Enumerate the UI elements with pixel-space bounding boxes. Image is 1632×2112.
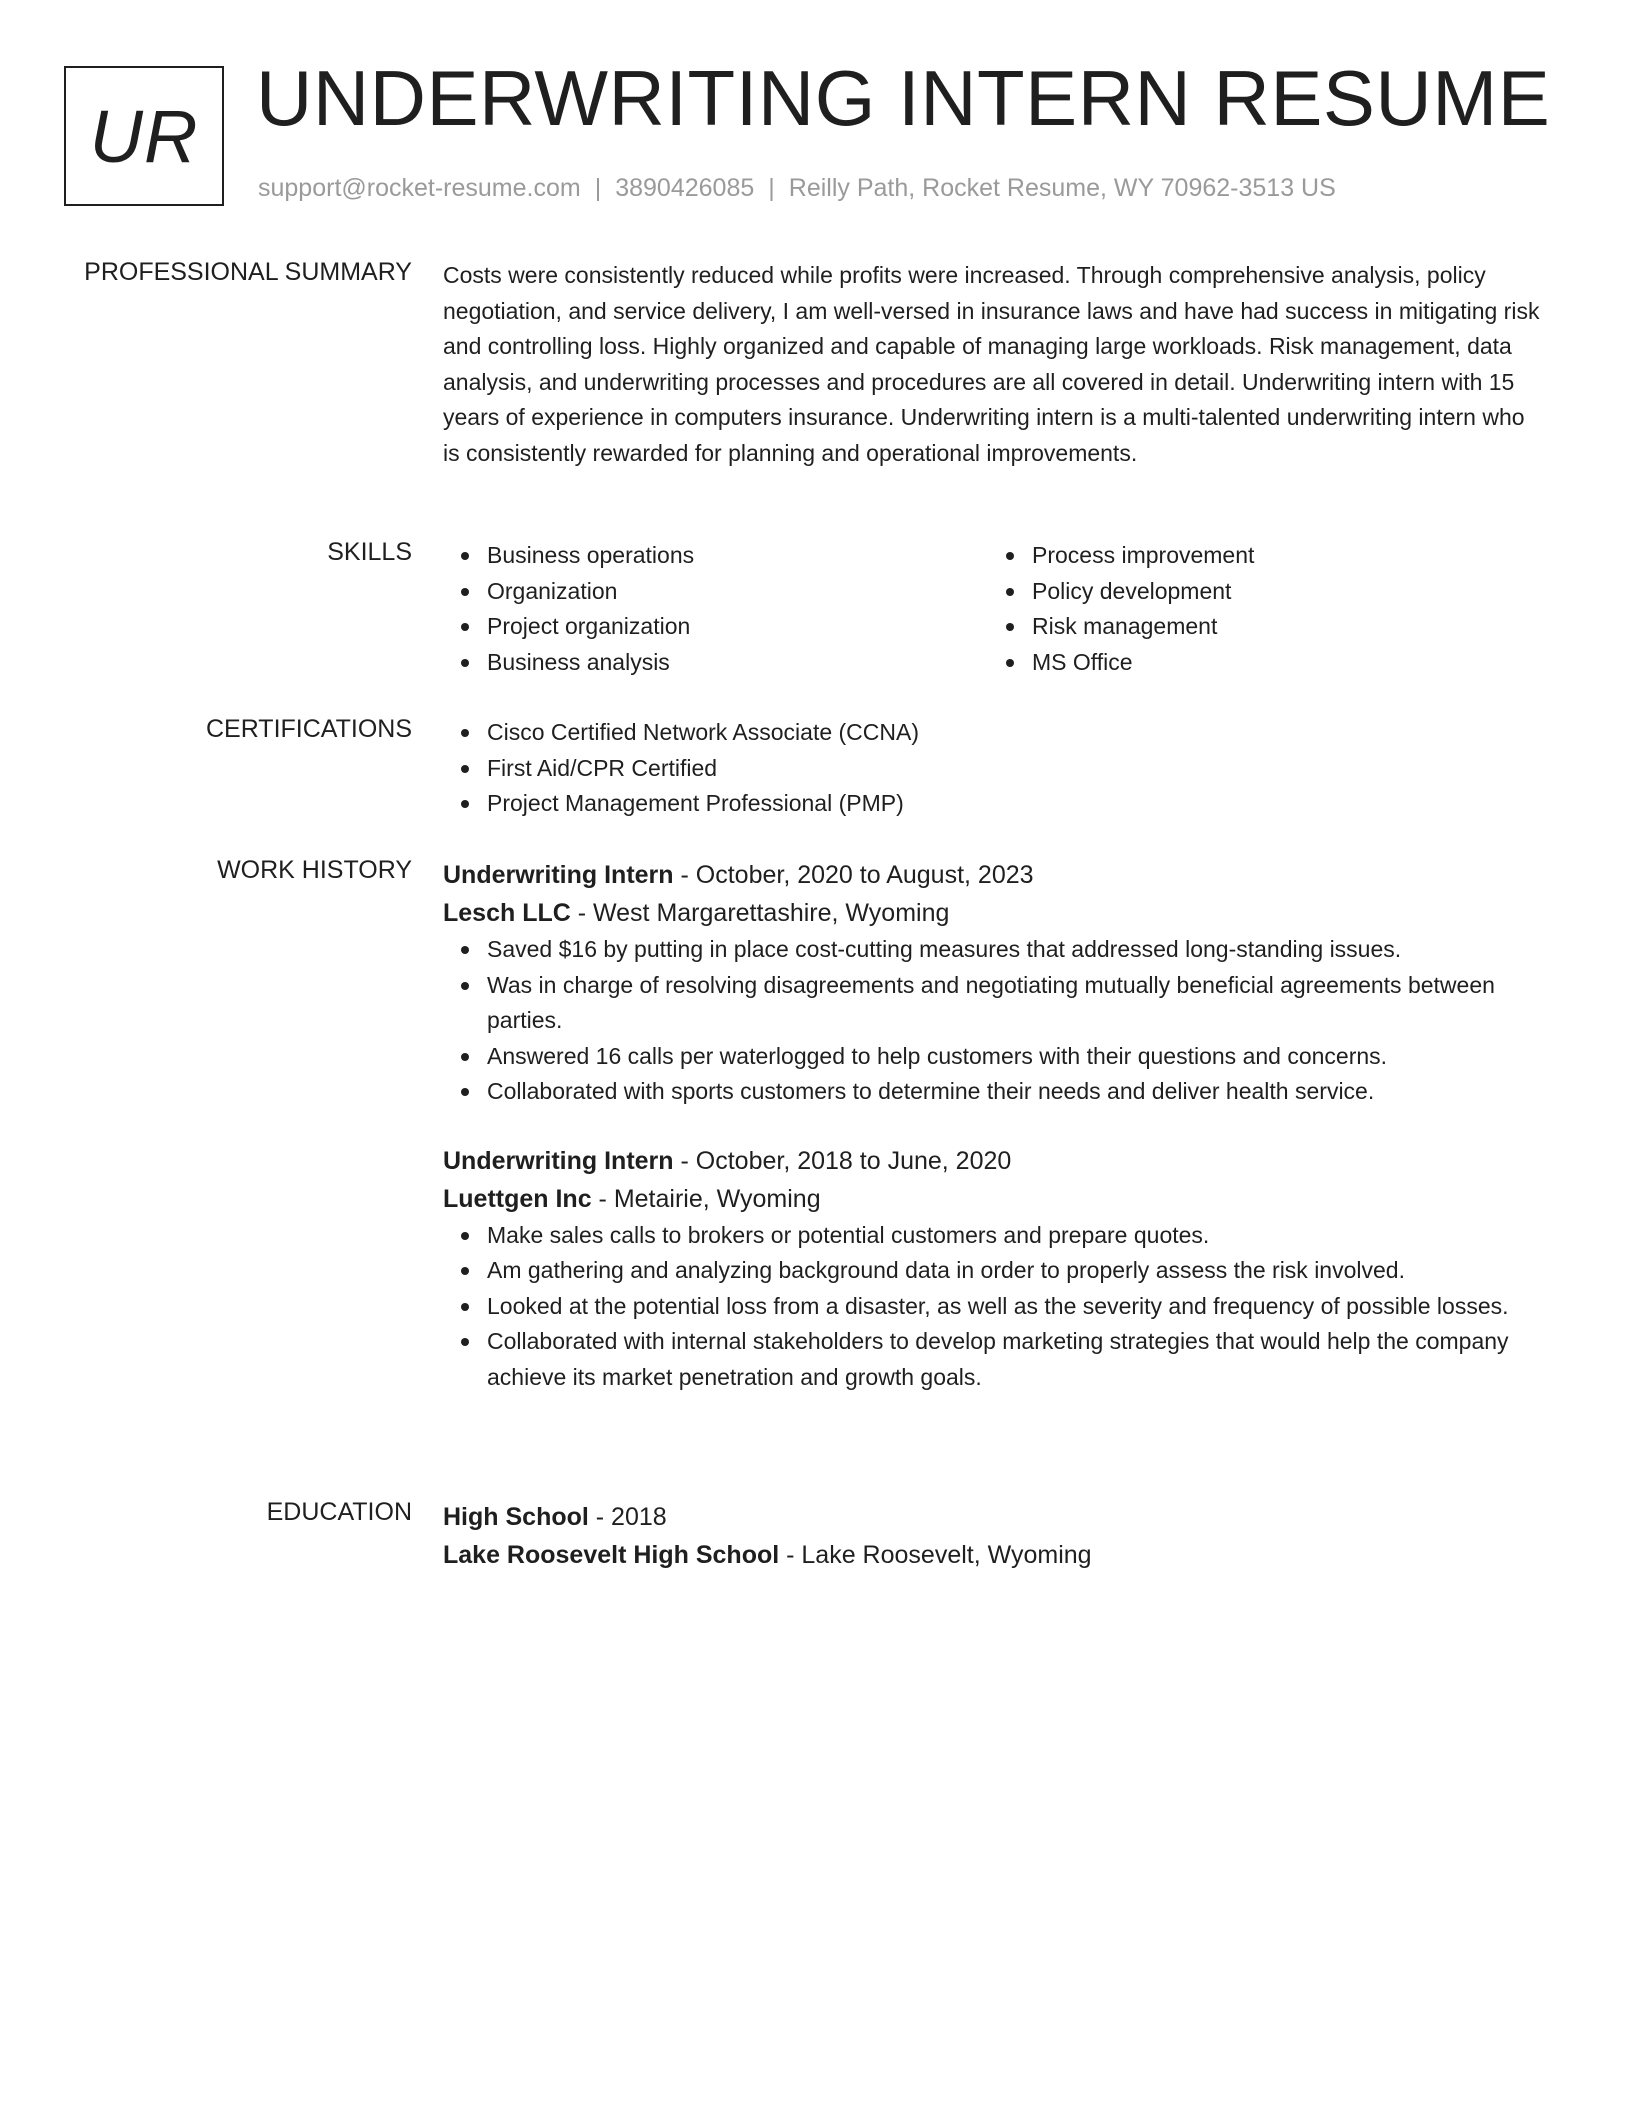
contact-email[interactable]: support@rocket-resume.com (258, 174, 581, 202)
work-history-heading: WORK HISTORY (217, 856, 412, 884)
job-title-line (443, 856, 1543, 894)
job-title: Underwriting Intern (443, 861, 674, 889)
resume-title: UNDERWRITING INTERN RESUME (256, 54, 1551, 142)
job-duties (443, 932, 1543, 1110)
job-duty-item: Collaborated with sports customers to determine their needs and deliver health service. (487, 1074, 1543, 1110)
job-duty-item: Am gathering and analyzing background data in order to properly assess the risk involved. (487, 1253, 1543, 1289)
certification-item: Cisco Certified Network Associate (CCNA) (487, 715, 1543, 751)
skill-item: Process improvement (1032, 538, 1533, 574)
contact-separator: | (594, 174, 602, 202)
monogram-text: UR (89, 94, 199, 178)
job-title: Underwriting Intern (443, 1146, 674, 1175)
monogram-badge (64, 66, 224, 206)
work-history-body (443, 856, 1543, 1395)
job-company-line (443, 1180, 1543, 1218)
skills-grid (443, 538, 1543, 680)
job-company-line (443, 894, 1543, 932)
skill-item: Policy development (1032, 574, 1533, 610)
certification-item: Project Management Professional (PMP) (487, 786, 1543, 822)
skills-body (443, 538, 1543, 680)
certification-item: First Aid/CPR Certified (487, 751, 1543, 787)
skills-heading: SKILLS (327, 538, 412, 566)
skill-item: MS Office (1032, 645, 1533, 681)
job-dates: - October, 2020 to August, 2023 (673, 861, 1034, 889)
job-duty-item: Answered 16 calls per waterlogged to help customers with their questions and concerns. (487, 1039, 1543, 1075)
education-degree: High School (443, 1503, 589, 1531)
skill-item: Business operations (487, 538, 988, 574)
job-duty-item: Make sales calls to brokers or potential customers and prepare quotes. (487, 1218, 1543, 1254)
education-school-line (443, 1536, 1543, 1574)
job-duty-item: Collaborated with internal stakeholders to develop marketing strategies that would help the company achieve its market penetration and growth goals. (487, 1324, 1543, 1395)
summary-body (443, 258, 1543, 471)
education-location: - Lake Roosevelt, Wyoming (779, 1541, 1092, 1569)
education-body (443, 1498, 1543, 1574)
education-degree-line (443, 1498, 1543, 1536)
job-duty-item: Looked at the potential loss from a disaster, as well as the severity and frequency of possible losses. (487, 1289, 1543, 1325)
education-year: - 2018 (588, 1503, 667, 1531)
skills-column-left (443, 538, 988, 680)
job-entry (443, 856, 1543, 1110)
certifications-body (443, 715, 1543, 822)
job-company: Lesch LLC (443, 899, 571, 927)
education-heading: EDUCATION (266, 1498, 412, 1526)
skill-item: Organization (487, 574, 988, 610)
job-location: - West Margarettashire, Wyoming (570, 899, 950, 927)
job-title-line (443, 1142, 1543, 1180)
skill-item: Business analysis (487, 645, 988, 681)
summary-text: Costs were consistently reduced while profits were increased. Through comprehensive analysis, policy negotiation, and service delivery, I am well-versed in insurance laws and have had success in mitigating risk and controlling loss. Highly organized and capable of managing large workloads. Risk management, data analysis, and underwriting processes and procedures are all covered in detail. Underwriting intern with 15 years of experience in computers insurance. Underwriting intern is a multi-talented underwriting intern who is consistently rewarded for planning and operational improvements. (443, 262, 1540, 466)
skill-item: Project organization (487, 609, 988, 645)
contact-phone[interactable]: 3890426085 (615, 174, 755, 202)
job-duties (443, 1218, 1543, 1396)
contact-separator: | (768, 174, 775, 202)
skill-item: Risk management (1032, 609, 1533, 645)
job-location: - Metairie, Wyoming (591, 1184, 821, 1213)
job-company: Luettgen Inc (443, 1184, 592, 1213)
job-duty-item: Saved $16 by putting in place cost-cutting measures that addressed long-standing issues. (487, 932, 1543, 968)
contact-address: Reilly Path, Rocket Resume, WY 70962-3513 US (788, 174, 1336, 202)
skills-column-right (988, 538, 1533, 680)
contact-line (258, 174, 1336, 203)
education-school: Lake Roosevelt High School (443, 1541, 780, 1569)
job-dates: - October, 2018 to June, 2020 (673, 1146, 1012, 1175)
certifications-heading: CERTIFICATIONS (205, 715, 412, 743)
job-duty-item: Was in charge of resolving disagreements and negotiating mutually beneficial agreements between parties. (487, 968, 1543, 1039)
summary-heading: PROFESSIONAL SUMMARY (84, 258, 412, 286)
job-entry (443, 1142, 1543, 1396)
